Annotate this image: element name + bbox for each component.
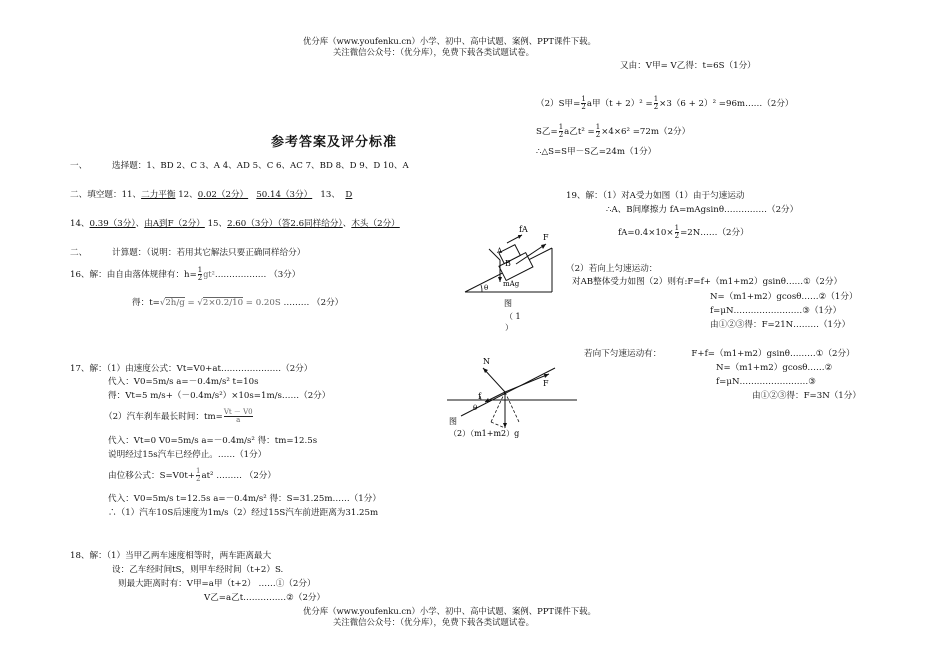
q17-line-9: ∴（1）汽车10S后速度为1m/s（2）经过15S汽车前进距离为31.25m [108,508,379,518]
figure-1-caption-3: ） [505,323,513,332]
q16-line-1: 16、解：由自由落体规律有：h= $\frac{1}{2}$ gt²……………… （3分） [70,266,301,282]
q19-line-3: fA=0.4×10× $\frac{1}{2}$ =2N……（2分） [618,224,749,240]
figure-1-caption-1: 图 [504,299,512,308]
q17-line-6: 说明经过15s汽车已经停止。……（1分） [108,450,267,460]
q19-line-1: 19、解：（1）对A受力如图（1）由于匀速运动 [566,191,745,201]
q18-line-3: 则最大距离时有：V甲=a甲（t+2） ……①（2分） [118,579,316,589]
q18-line-2: 设：乙车经时间tS，则甲车经时间（t+2）S. [112,565,284,575]
q19-line-10: N=（m1+m2）gcosθ……② [716,363,833,373]
figure-2-label-f: F [543,379,549,388]
figure-1-label-fa: fA [519,225,528,234]
q18-s-jia-line: （2）S甲= $\frac{1}{2}$ a甲（t + 2）² = $\frac{1}{2}$ ×3（6 + 2）² =96m……（2分） [536,95,794,111]
q19-line-4: （2）若向上匀速运动： [566,264,658,274]
q19-line-7: f=μN……………………③（1分） [710,306,842,316]
q17-line-1: 17、解：（1）由速度公式：Vt=V0+at…………………（2分） [70,364,313,374]
q18-continued-line: 又由：V甲= V乙得：t=6S（1分） [620,61,756,71]
footer-line-2: 关注微信公众号：（优分库），免费下载各类试题试卷。 [333,617,534,627]
figure-1-label-theta: θ [484,284,489,292]
figure-2-caption-2: （2）（m1+m2）g [449,429,520,438]
section2-line-2: 14、0.39（3分）、由A到F（2分） 15、2.60（3分）（答2.6同样给分）、木头（2分） [70,219,400,229]
section1-label: 一、 [70,161,88,171]
section3-label: 二、 [70,248,88,258]
q19-line-6: N=（m1+m2）gcosθ……②（1分） [710,292,858,302]
figure-1-caption-2: （ 1 [505,312,521,321]
q18-s-yi-line: S乙= $\frac{1}{2}$ a乙t² = $\frac{1}{2}$ ×4×6² =72m（2分） [536,123,691,139]
q17-line-8: 代入：V0=5m/s t=12.5s a=－0.4m/s² 得：S=31.25m……（1分） [108,494,381,504]
q19-line-12: 由①②③得：F=3N（1分） [752,391,861,401]
q18-line-1: 18、解：（1）当甲乙两车速度相等时，两车距离最大 [70,551,272,561]
q19-line-5: 对AB整体受力如图（2）则有:F=f+（m1+m2）gsinθ……①（2分） [572,277,843,287]
figure-2-label-n: N [483,357,490,366]
figure-1-label-f: F [543,233,549,242]
section3-text: 计算题：（说明：若用其它解法只要正确同样给分） [112,248,306,258]
header-line-1: 优分库（www.youfenku.cn）小学、初中、高中试题、案例、PPT课件下载。 [303,36,596,46]
figure-1-label-mag: mAg [503,280,520,288]
figure-2-label-f-small: f [478,392,481,401]
q18-line-4: V乙=a乙t……………②（2分） [204,593,326,603]
figure-2-label-theta: θ [473,404,478,412]
header-line-2: 关注微信公众号：（优分库），免费下载各类试题试卷。 [333,47,534,57]
q17-line-4: （2）汽车刹车最长时间：tm= $\frac{Vt - V0}{a}$ [104,408,253,424]
q17-line-2: 代入：V0=5m/s a=－0.4m/s² t=10s [108,377,259,387]
footer-line-1: 优分库（www.youfenku.cn）小学、初中、高中试题、案例、PPT课件下载。 [303,606,596,616]
figure-2-caption-1: 图 [449,417,457,426]
q16-line-2: 得：t=√2h/g = √2×0.2/10 = 0.20S ……… （2分） [132,298,344,308]
figure-1-label-b: B [505,259,511,268]
section2-line-1: 二、填空题：11、二力平衡 12、0.02（2分） 50.14（3分） 13、 D [70,190,353,200]
q19-line-2: ∴A、B间摩擦力 fA=mAgsinθ……………（2分） [606,205,799,215]
q19-line-8: 由①②③得：F=21N………（1分） [710,320,851,330]
q17-line-3: 得：Vt=5 m/s+（－0.4m/s²）×10s=1m/s……（2分） [108,391,331,401]
q17-line-7: 由位移公式：S=V0t+ $\frac{1}{2}$ at² ……… （2分） [108,467,276,483]
q19-line-11: f=μN……………………③ [716,377,816,387]
q17-line-5: 代入：Vt=0 V0=5m/s a=－0.4m/s² 得：tm=12.5s [108,436,318,446]
q18-delta-s: ∴△S=S甲－S乙=24m（1分） [536,147,657,157]
page-title: 参考答案及评分标准 [271,135,398,150]
section1-answers: 选择题：1、BD 2、C 3、A 4、AD 5、C 6、AC 7、BD 8、D 9、D 10、A [112,161,409,171]
figure-2-incline-diagram [445,352,580,442]
figure-1-incline-diagram [460,220,570,335]
q19-line-9: 若向下匀速运动有： F+f=（m1+m2）gsinθ………①（2分） [584,349,855,359]
figure-1-label-a: A [497,247,503,255]
